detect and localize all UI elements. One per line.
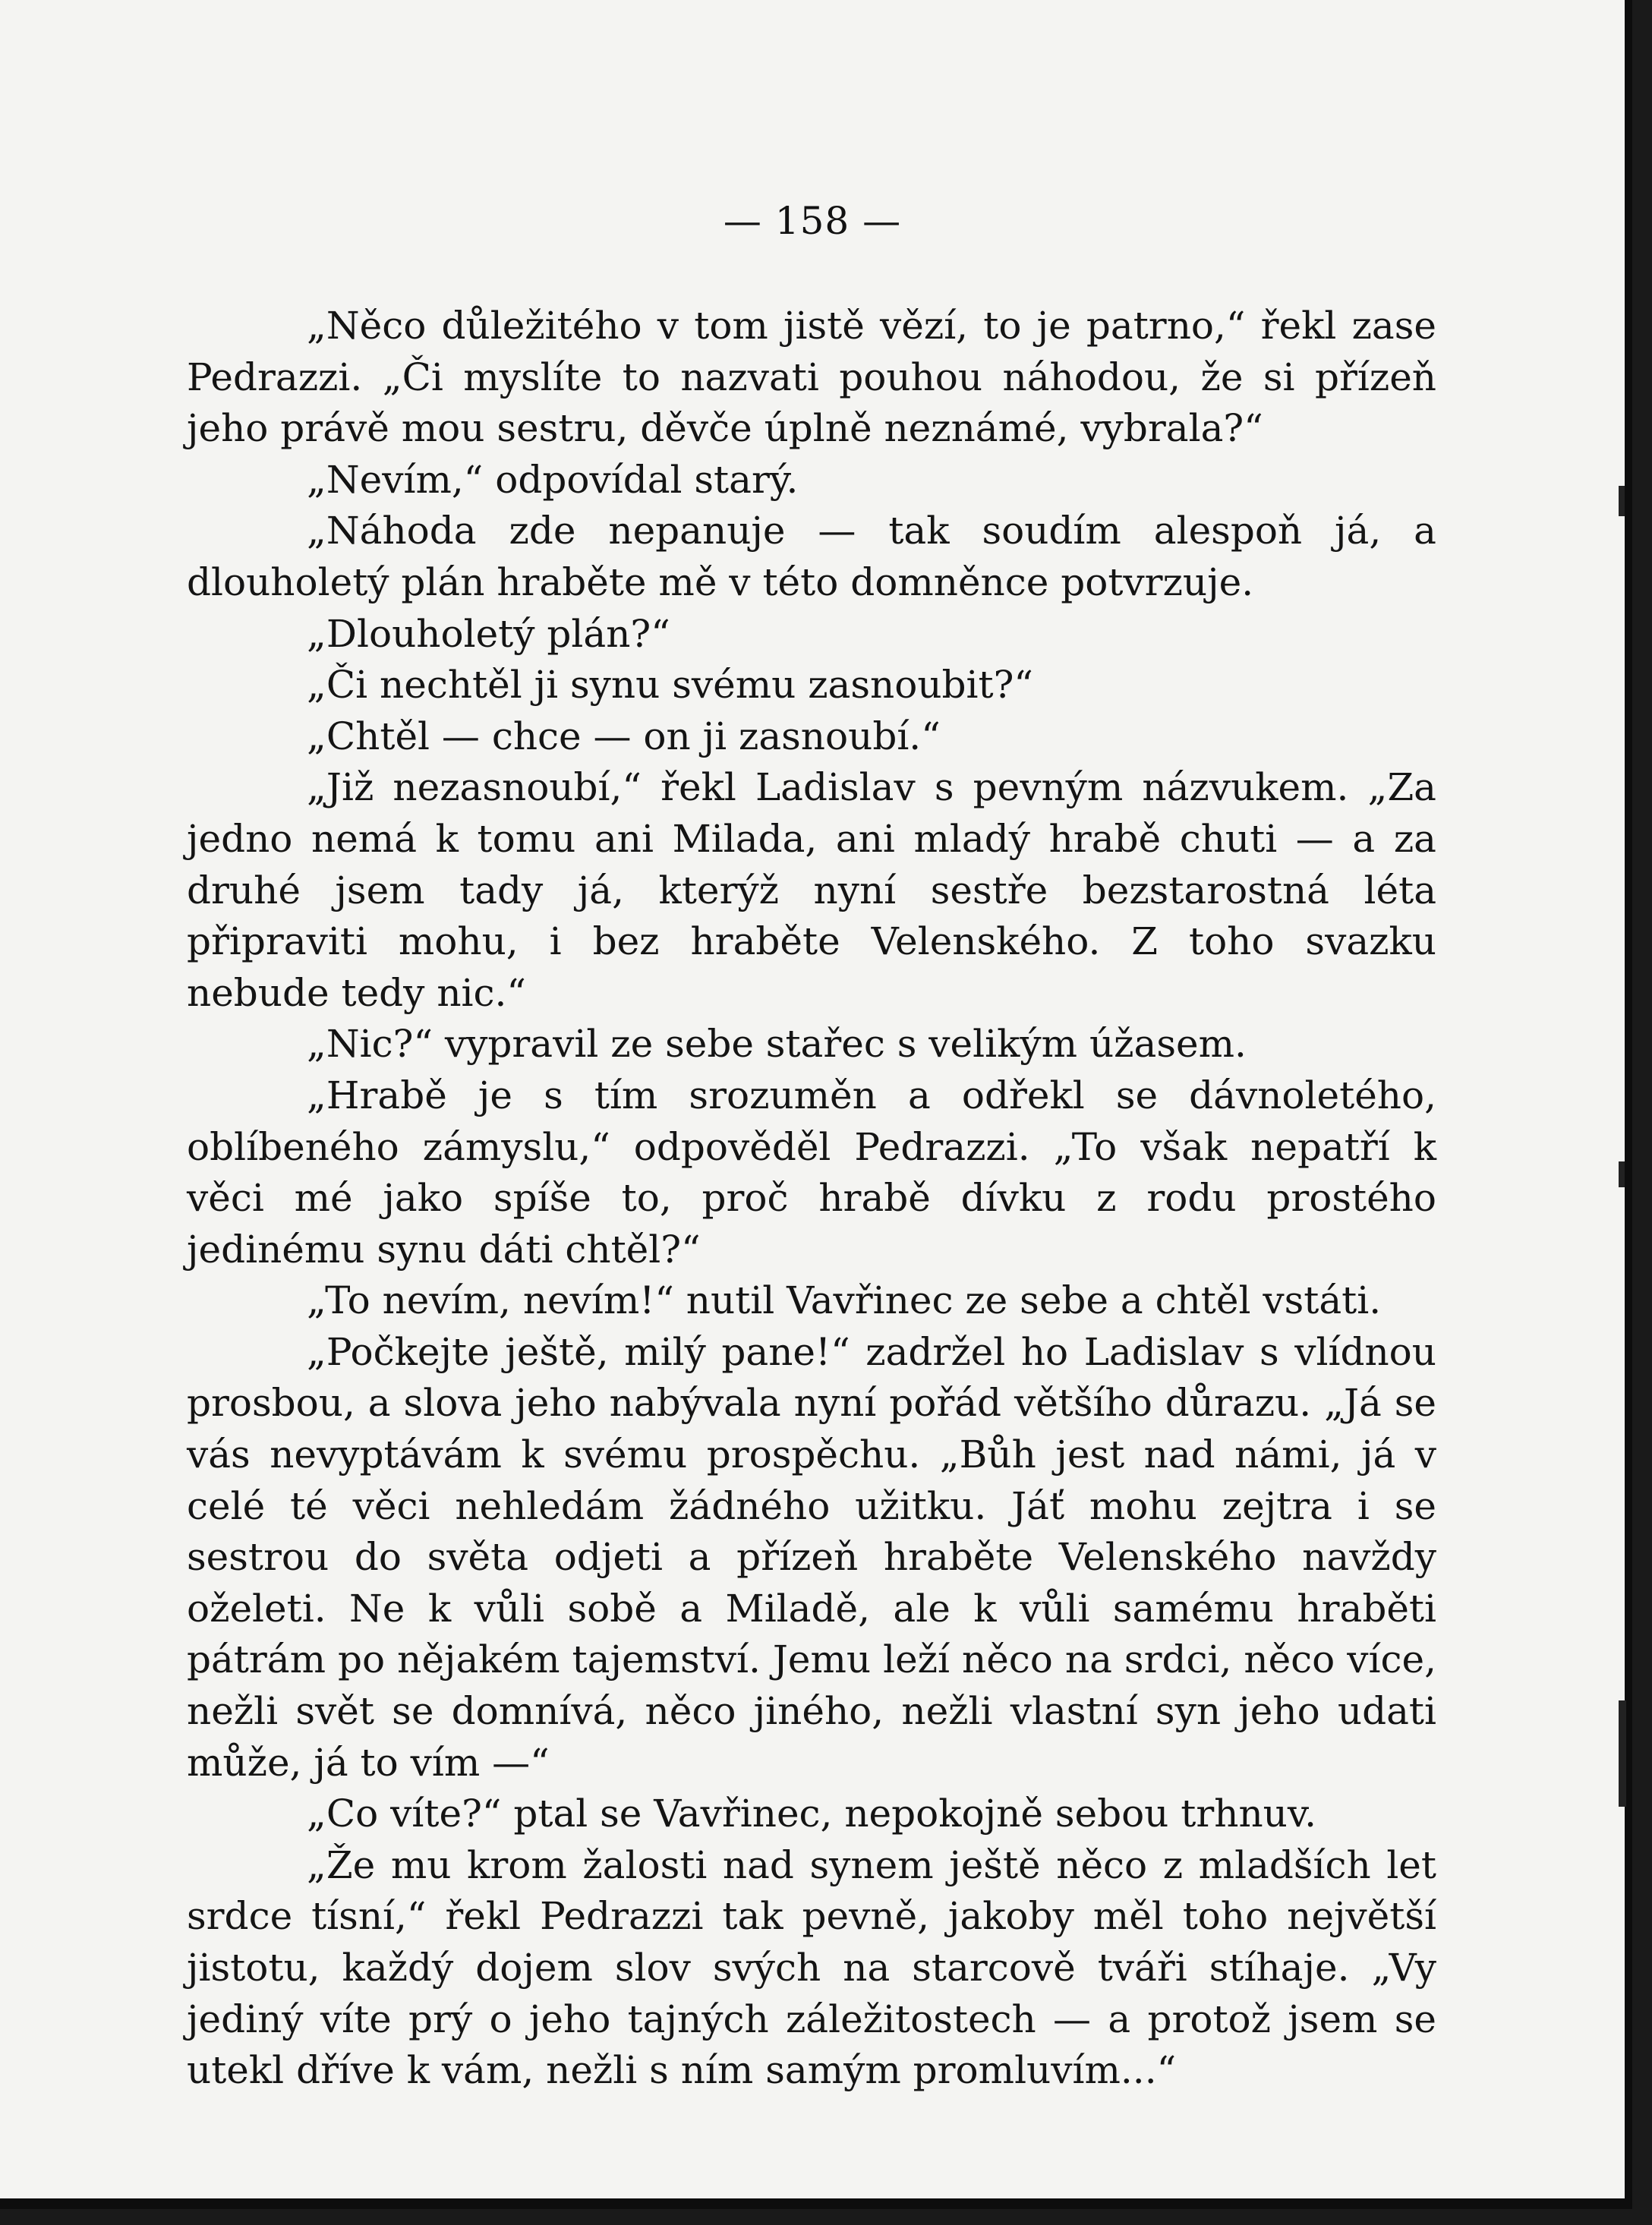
- page-number: — 158 —: [723, 199, 902, 243]
- scan-edge-mark-middle: [1619, 1161, 1625, 1187]
- paragraph-10: „To nevím, nevím!“ nutil Vavřinec ze sebe a chtěl vstáti.: [307, 1278, 1382, 1323]
- paragraph-4: „Dlouholetý plán?“: [307, 611, 670, 656]
- paragraph-8: „Nic?“ vypravil ze sebe stařec s velikým úžasem.: [307, 1022, 1247, 1067]
- paragraph-11: „Počkejte ještě, milý pane!“ zadržel ho Ladislav s vlídnou prosbou, a slova jeho nabývala nyní pořád většího důrazu. „Já se vás nevyptávám k svému prospěchu. „Bůh jest nad námi, já v celé té věci nehledám žádného užitku. Jáť mohu zejtra i se sestrou do světa odjeti a přízeň hraběte Velenského navždy oželeti. Ne k vůli sobě a Miladě, ale k vůli samému hraběti pátrám po nějakém tajemství. Jemu leží něco na srdci, něco více, nežli svět se domnívá, něco jiného, nežli vlastní syn jeho udati může, já to vím —“: [187, 1329, 1436, 1785]
- scan-edge-mark-bottom: [1619, 1700, 1626, 1807]
- scan-edge-mark-top: [1619, 486, 1625, 516]
- paragraph-2: „Nevím,“ odpovídal starý.: [307, 457, 799, 502]
- body-text: [187, 301, 1436, 2097]
- paragraph-1: „Něco důležitého v tom jistě vězí, to je patrno,“ řekl zase Pedrazzi. „Či myslíte to nazvati pouhou náhodou, že si přízeň jeho právě mou sestru, děvče úplně neznámé, vybrala?“: [187, 304, 1436, 451]
- paragraph-5: „Či nechtěl ji synu svému zasnoubit?“: [307, 663, 1033, 708]
- paragraph-12: „Co víte?“ ptal se Vavřinec, nepokojně sebou trhnuv.: [307, 1792, 1317, 1836]
- paragraph-6: „Chtěl — chce — on ji zasnoubí.“: [307, 714, 941, 758]
- paragraph-3: „Náhoda zde nepanuje — tak soudím alespoň já, a dlouholetý plán hraběte mě v této domněnce potvrzuje.: [187, 509, 1436, 604]
- paragraph-13: „Že mu krom žalosti nad synem ještě něco z mladších let srdce tísní,“ řekl Pedrazzi tak pevně, jakoby měl toho největší jistotu, každý dojem slov svých na starcově tváři stíhaje. „Vy jediný víte prý o jeho tajných záležitostech — a protož jsem se utekl dříve k vám, nežli s ním samým promluvím...“: [187, 1842, 1436, 2093]
- paragraph-9: „Hrabě je s tím srozuměn a odřekl se dávnoletého, oblíbeného zámyslu,“ odpověděl Pedrazzi. „To však nepatří k věci mé jako spíše to, proč hrabě dívku z rodu prostého jedinému synu dáti chtěl?“: [187, 1073, 1436, 1272]
- paragraph-7: „Již nezasnoubí,“ řekl Ladislav s pevným názvukem. „Za jedno nemá k tomu ani Milada, ani mladý hrabě chuti — a za druhé jsem tady já, kterýž nyní sestře bezstarostná léta připraviti mohu, i bez hraběte Velenského. Z toho svazku nebude tedy nic.“: [187, 765, 1436, 1015]
